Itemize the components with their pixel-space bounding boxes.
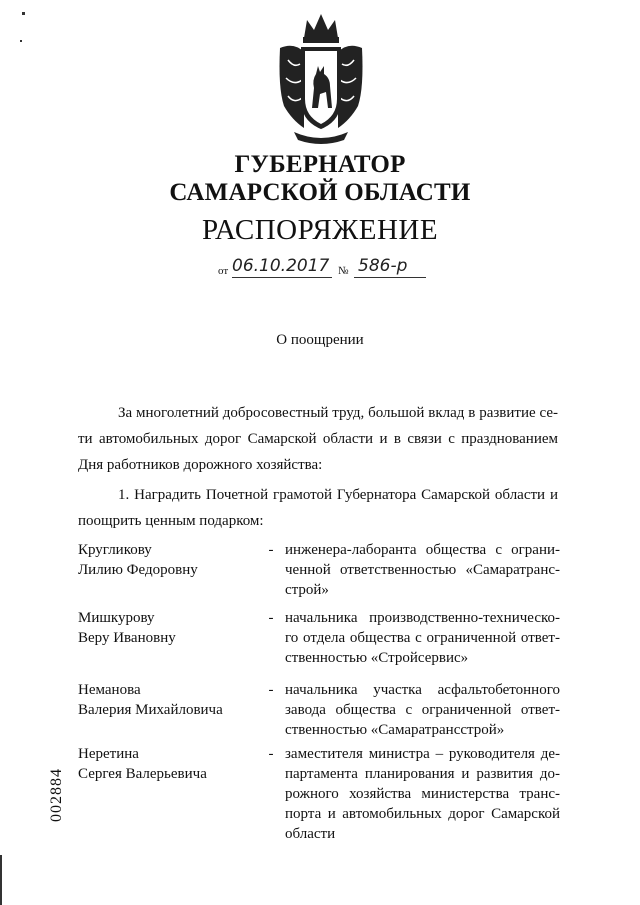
position-line: инженера-лаборанта общества с ограни- (285, 542, 560, 558)
person-given-names: Веру Ивановну (78, 630, 176, 646)
person-name (78, 744, 258, 784)
scan-mark (20, 40, 22, 42)
date-underline (232, 277, 332, 278)
person-surname: Мишкурову (78, 610, 155, 626)
person-position (285, 680, 560, 740)
position-line: начальника производственно-техническо- (285, 610, 560, 626)
position-line: строй» (285, 582, 329, 598)
entry-dash: - (268, 542, 274, 558)
position-line: го отдела общества с ограниченной ответ- (285, 630, 560, 646)
preamble-line: За многолетний добросовестный труд, большой вклад в развитие се- (118, 405, 558, 421)
person-position (285, 608, 560, 668)
governor-title-line1: ГУБЕРНАТОР (234, 151, 406, 178)
subject-heading: О поощрении (276, 332, 364, 348)
governor-title-line2: САМАРСКОЙ ОБЛАСТИ (169, 179, 471, 206)
number-prefix: № (338, 265, 349, 277)
person-given-names: Лилию Федоровну (78, 562, 198, 578)
position-line: ченной ответственностью «Самаратранс- (285, 562, 560, 578)
person-surname: Неманова (78, 682, 141, 698)
person-name (78, 608, 258, 648)
preamble-line: ти автомобильных дорог Самарской области и в связи с празднованием (78, 431, 558, 447)
person-given-names: Валерия Михайловича (78, 702, 223, 718)
date-number-line (218, 256, 458, 282)
person-name (78, 680, 258, 720)
document-type-title: РАСПОРЯЖЕНИЕ (201, 214, 439, 246)
preamble-paragraph (78, 400, 558, 478)
position-line: порта и автомобильных дорог Самарской (285, 806, 560, 822)
scan-mark (22, 12, 25, 15)
person-position (285, 540, 560, 600)
scan-edge (0, 855, 2, 905)
number-value: 586-р (358, 256, 408, 276)
samara-coat-of-arms-icon (274, 8, 368, 146)
person-given-names: Сергея Валерьевича (78, 766, 207, 782)
item-line: поощрить ценным подарком: (78, 513, 264, 529)
position-line: завода общества с ограниченной ответ- (285, 702, 560, 718)
preamble-line: Дня работников дорожного хозяйства: (78, 457, 323, 473)
position-line: партамента планирования и развития до- (285, 766, 560, 782)
entry-dash: - (268, 682, 274, 698)
number-underline (354, 277, 426, 278)
person-name (78, 540, 258, 580)
date-value: 06.10.2017 (232, 256, 330, 276)
position-line: области (285, 826, 336, 842)
person-surname: Кругликову (78, 542, 152, 558)
item-line: 1. Наградить Почетной грамотой Губернатора Самарской области и (118, 487, 558, 503)
position-line: ственностью «Самаратрансстрой» (285, 722, 505, 738)
position-line: заместителя министра – руководителя де- (285, 746, 560, 762)
position-line: начальника участка асфальтобетонного (285, 682, 560, 698)
side-registration-number: 002884 (48, 768, 65, 822)
position-line: ственностью «Стройсервис» (285, 650, 469, 666)
person-position (285, 744, 560, 844)
entry-dash: - (268, 746, 274, 762)
person-surname: Неретина (78, 746, 139, 762)
item-1-paragraph (78, 482, 558, 534)
position-line: рожного хозяйства министерства транс- (285, 786, 560, 802)
date-prefix: от (218, 265, 229, 277)
entry-dash: - (268, 610, 274, 626)
